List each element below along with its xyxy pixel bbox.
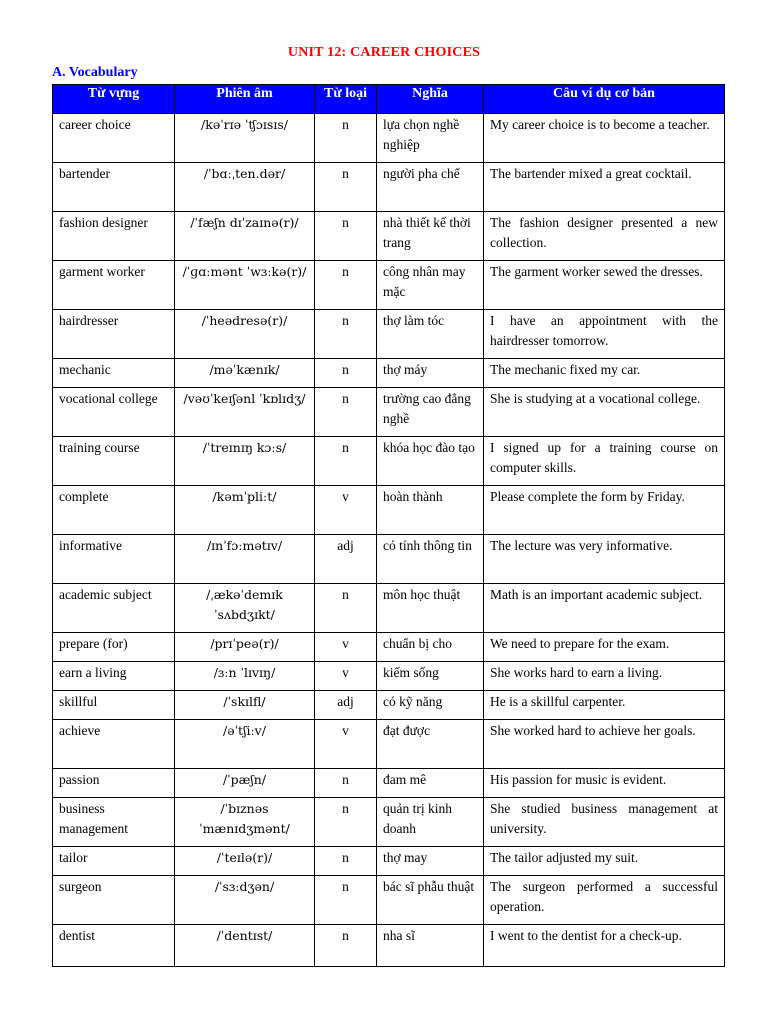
header-example: Câu ví dụ cơ bản: [484, 85, 725, 114]
cell-word: skillful: [53, 691, 175, 720]
cell-pronunciation: /kəˈrɪə ˈʧɔɪsɪs/: [175, 114, 315, 163]
cell-example: She is studying at a vocational college.: [484, 388, 725, 437]
cell-meaning: kiếm sống: [377, 662, 484, 691]
cell-pronunciation: /ˈɡɑːmənt ˈwɜːkə(r)/: [175, 261, 315, 310]
table-row: [53, 310, 725, 359]
cell-meaning: chuẩn bị cho: [377, 633, 484, 662]
cell-part-of-speech: n: [315, 584, 377, 633]
cell-example: His passion for music is evident.: [484, 769, 725, 798]
cell-example: The mechanic fixed my car.: [484, 359, 725, 388]
cell-pronunciation: /ˈsɜːdʒən/: [175, 876, 315, 925]
header-part-of-speech: Từ loại: [315, 85, 377, 114]
cell-part-of-speech: n: [315, 798, 377, 847]
cell-example: She studied business management at university.: [484, 798, 725, 847]
cell-part-of-speech: v: [315, 633, 377, 662]
table-row: [53, 261, 725, 310]
cell-word: career choice: [53, 114, 175, 163]
cell-part-of-speech: n: [315, 212, 377, 261]
table-row: [53, 847, 725, 876]
cell-part-of-speech: v: [315, 662, 377, 691]
cell-meaning: người pha chế: [377, 163, 484, 212]
table-row: [53, 633, 725, 662]
cell-meaning: thợ máy: [377, 359, 484, 388]
cell-example: The bartender mixed a great cocktail.: [484, 163, 725, 212]
cell-meaning: hoàn thành: [377, 486, 484, 535]
cell-part-of-speech: n: [315, 847, 377, 876]
cell-example: He is a skillful carpenter.: [484, 691, 725, 720]
cell-word: earn a living: [53, 662, 175, 691]
cell-pronunciation: /ˈskɪlfl/: [175, 691, 315, 720]
cell-word: training course: [53, 437, 175, 486]
cell-part-of-speech: n: [315, 437, 377, 486]
cell-pronunciation: /ˈtreɪnɪŋ kɔːs/: [175, 437, 315, 486]
cell-example: I have an appointment with the hairdresser tomorrow.: [484, 310, 725, 359]
cell-word: mechanic: [53, 359, 175, 388]
cell-pronunciation: /məˈkænɪk/: [175, 359, 315, 388]
vocabulary-table: [52, 84, 725, 967]
cell-part-of-speech: v: [315, 486, 377, 535]
page-title: UNIT 12: CAREER CHOICES: [287, 45, 481, 60]
cell-example: I signed up for a training course on computer skills.: [484, 437, 725, 486]
cell-part-of-speech: n: [315, 310, 377, 359]
section-heading: A. Vocabulary: [52, 65, 138, 80]
cell-part-of-speech: adj: [315, 691, 377, 720]
cell-pronunciation: /ˈpæʃn/: [175, 769, 315, 798]
cell-meaning: môn học thuật: [377, 584, 484, 633]
cell-pronunciation: /prɪˈpeə(r)/: [175, 633, 315, 662]
cell-part-of-speech: n: [315, 769, 377, 798]
table-row: [53, 163, 725, 212]
cell-pronunciation: /ˌækəˈdemɪk ˈsʌbdʒɪkt/: [175, 584, 315, 633]
cell-example: Math is an important academic subject.: [484, 584, 725, 633]
cell-example: The tailor adjusted my suit.: [484, 847, 725, 876]
cell-pronunciation: /ˈfæʃn dɪˈzaɪnə(r)/: [175, 212, 315, 261]
cell-word: passion: [53, 769, 175, 798]
table-row: [53, 691, 725, 720]
cell-pronunciation: /ˈheədresə(r)/: [175, 310, 315, 359]
table-row: [53, 876, 725, 925]
cell-meaning: nhà thiết kế thời trang: [377, 212, 484, 261]
cell-part-of-speech: n: [315, 359, 377, 388]
header-meaning: Nghĩa: [377, 85, 484, 114]
cell-example: The surgeon performed a successful operation.: [484, 876, 725, 925]
cell-meaning: thợ may: [377, 847, 484, 876]
cell-word: informative: [53, 535, 175, 584]
table-header-row: [53, 85, 725, 114]
cell-part-of-speech: n: [315, 388, 377, 437]
cell-word: prepare (for): [53, 633, 175, 662]
table-row: [53, 212, 725, 261]
cell-pronunciation: /ˈteɪlə(r)/: [175, 847, 315, 876]
cell-word: achieve: [53, 720, 175, 769]
header-pronunciation: Phiên âm: [175, 85, 315, 114]
table-row: [53, 769, 725, 798]
table-row: [53, 662, 725, 691]
cell-word: fashion designer: [53, 212, 175, 261]
cell-word: academic subject: [53, 584, 175, 633]
cell-meaning: nha sĩ: [377, 925, 484, 967]
cell-word: bartender: [53, 163, 175, 212]
cell-word: dentist: [53, 925, 175, 967]
cell-pronunciation: /ˈdentɪst/: [175, 925, 315, 967]
table-row: [53, 388, 725, 437]
cell-example: My career choice is to become a teacher.: [484, 114, 725, 163]
table-row: [53, 720, 725, 769]
cell-word: surgeon: [53, 876, 175, 925]
cell-example: I went to the dentist for a check-up.: [484, 925, 725, 967]
cell-meaning: đạt được: [377, 720, 484, 769]
cell-meaning: quản trị kinh doanh: [377, 798, 484, 847]
cell-meaning: đam mê: [377, 769, 484, 798]
cell-meaning: có kỹ năng: [377, 691, 484, 720]
cell-word: complete: [53, 486, 175, 535]
cell-part-of-speech: n: [315, 261, 377, 310]
table-row: [53, 925, 725, 967]
table-row: [53, 798, 725, 847]
cell-example: The lecture was very informative.: [484, 535, 725, 584]
cell-meaning: lựa chọn nghề nghiệp: [377, 114, 484, 163]
cell-pronunciation: /ɪnˈfɔːmətɪv/: [175, 535, 315, 584]
cell-part-of-speech: n: [315, 163, 377, 212]
header-word: Từ vựng: [53, 85, 175, 114]
table-row: [53, 584, 725, 633]
cell-meaning: bác sĩ phẫu thuật: [377, 876, 484, 925]
table-row: [53, 486, 725, 535]
cell-meaning: công nhân may mặc: [377, 261, 484, 310]
cell-meaning: có tính thông tin: [377, 535, 484, 584]
cell-part-of-speech: n: [315, 876, 377, 925]
cell-example: She works hard to earn a living.: [484, 662, 725, 691]
cell-pronunciation: /əˈtʃiːv/: [175, 720, 315, 769]
cell-word: business management: [53, 798, 175, 847]
cell-pronunciation: /vəʊˈkeɪʃənl ˈkɒlɪdʒ/: [175, 388, 315, 437]
cell-part-of-speech: adj: [315, 535, 377, 584]
cell-pronunciation: /ˈbɪznəs ˈmænɪdʒmənt/: [175, 798, 315, 847]
cell-pronunciation: /kəmˈpliːt/: [175, 486, 315, 535]
cell-example: The fashion designer presented a new collection.: [484, 212, 725, 261]
cell-part-of-speech: n: [315, 925, 377, 967]
cell-meaning: khóa học đào tạo: [377, 437, 484, 486]
cell-example: She worked hard to achieve her goals.: [484, 720, 725, 769]
cell-part-of-speech: n: [315, 114, 377, 163]
cell-pronunciation: /ˈbɑːˌten.dər/: [175, 163, 315, 212]
cell-word: garment worker: [53, 261, 175, 310]
cell-meaning: trường cao đẳng nghề: [377, 388, 484, 437]
table-row: [53, 437, 725, 486]
cell-example: The garment worker sewed the dresses.: [484, 261, 725, 310]
cell-example: We need to prepare for the exam.: [484, 633, 725, 662]
table-row: [53, 359, 725, 388]
cell-word: vocational college: [53, 388, 175, 437]
cell-pronunciation: /ɜːn ˈlɪvɪŋ/: [175, 662, 315, 691]
table-row: [53, 114, 725, 163]
cell-meaning: thợ làm tóc: [377, 310, 484, 359]
cell-example: Please complete the form by Friday.: [484, 486, 725, 535]
cell-word: hairdresser: [53, 310, 175, 359]
cell-word: tailor: [53, 847, 175, 876]
table-row: [53, 535, 725, 584]
cell-part-of-speech: v: [315, 720, 377, 769]
